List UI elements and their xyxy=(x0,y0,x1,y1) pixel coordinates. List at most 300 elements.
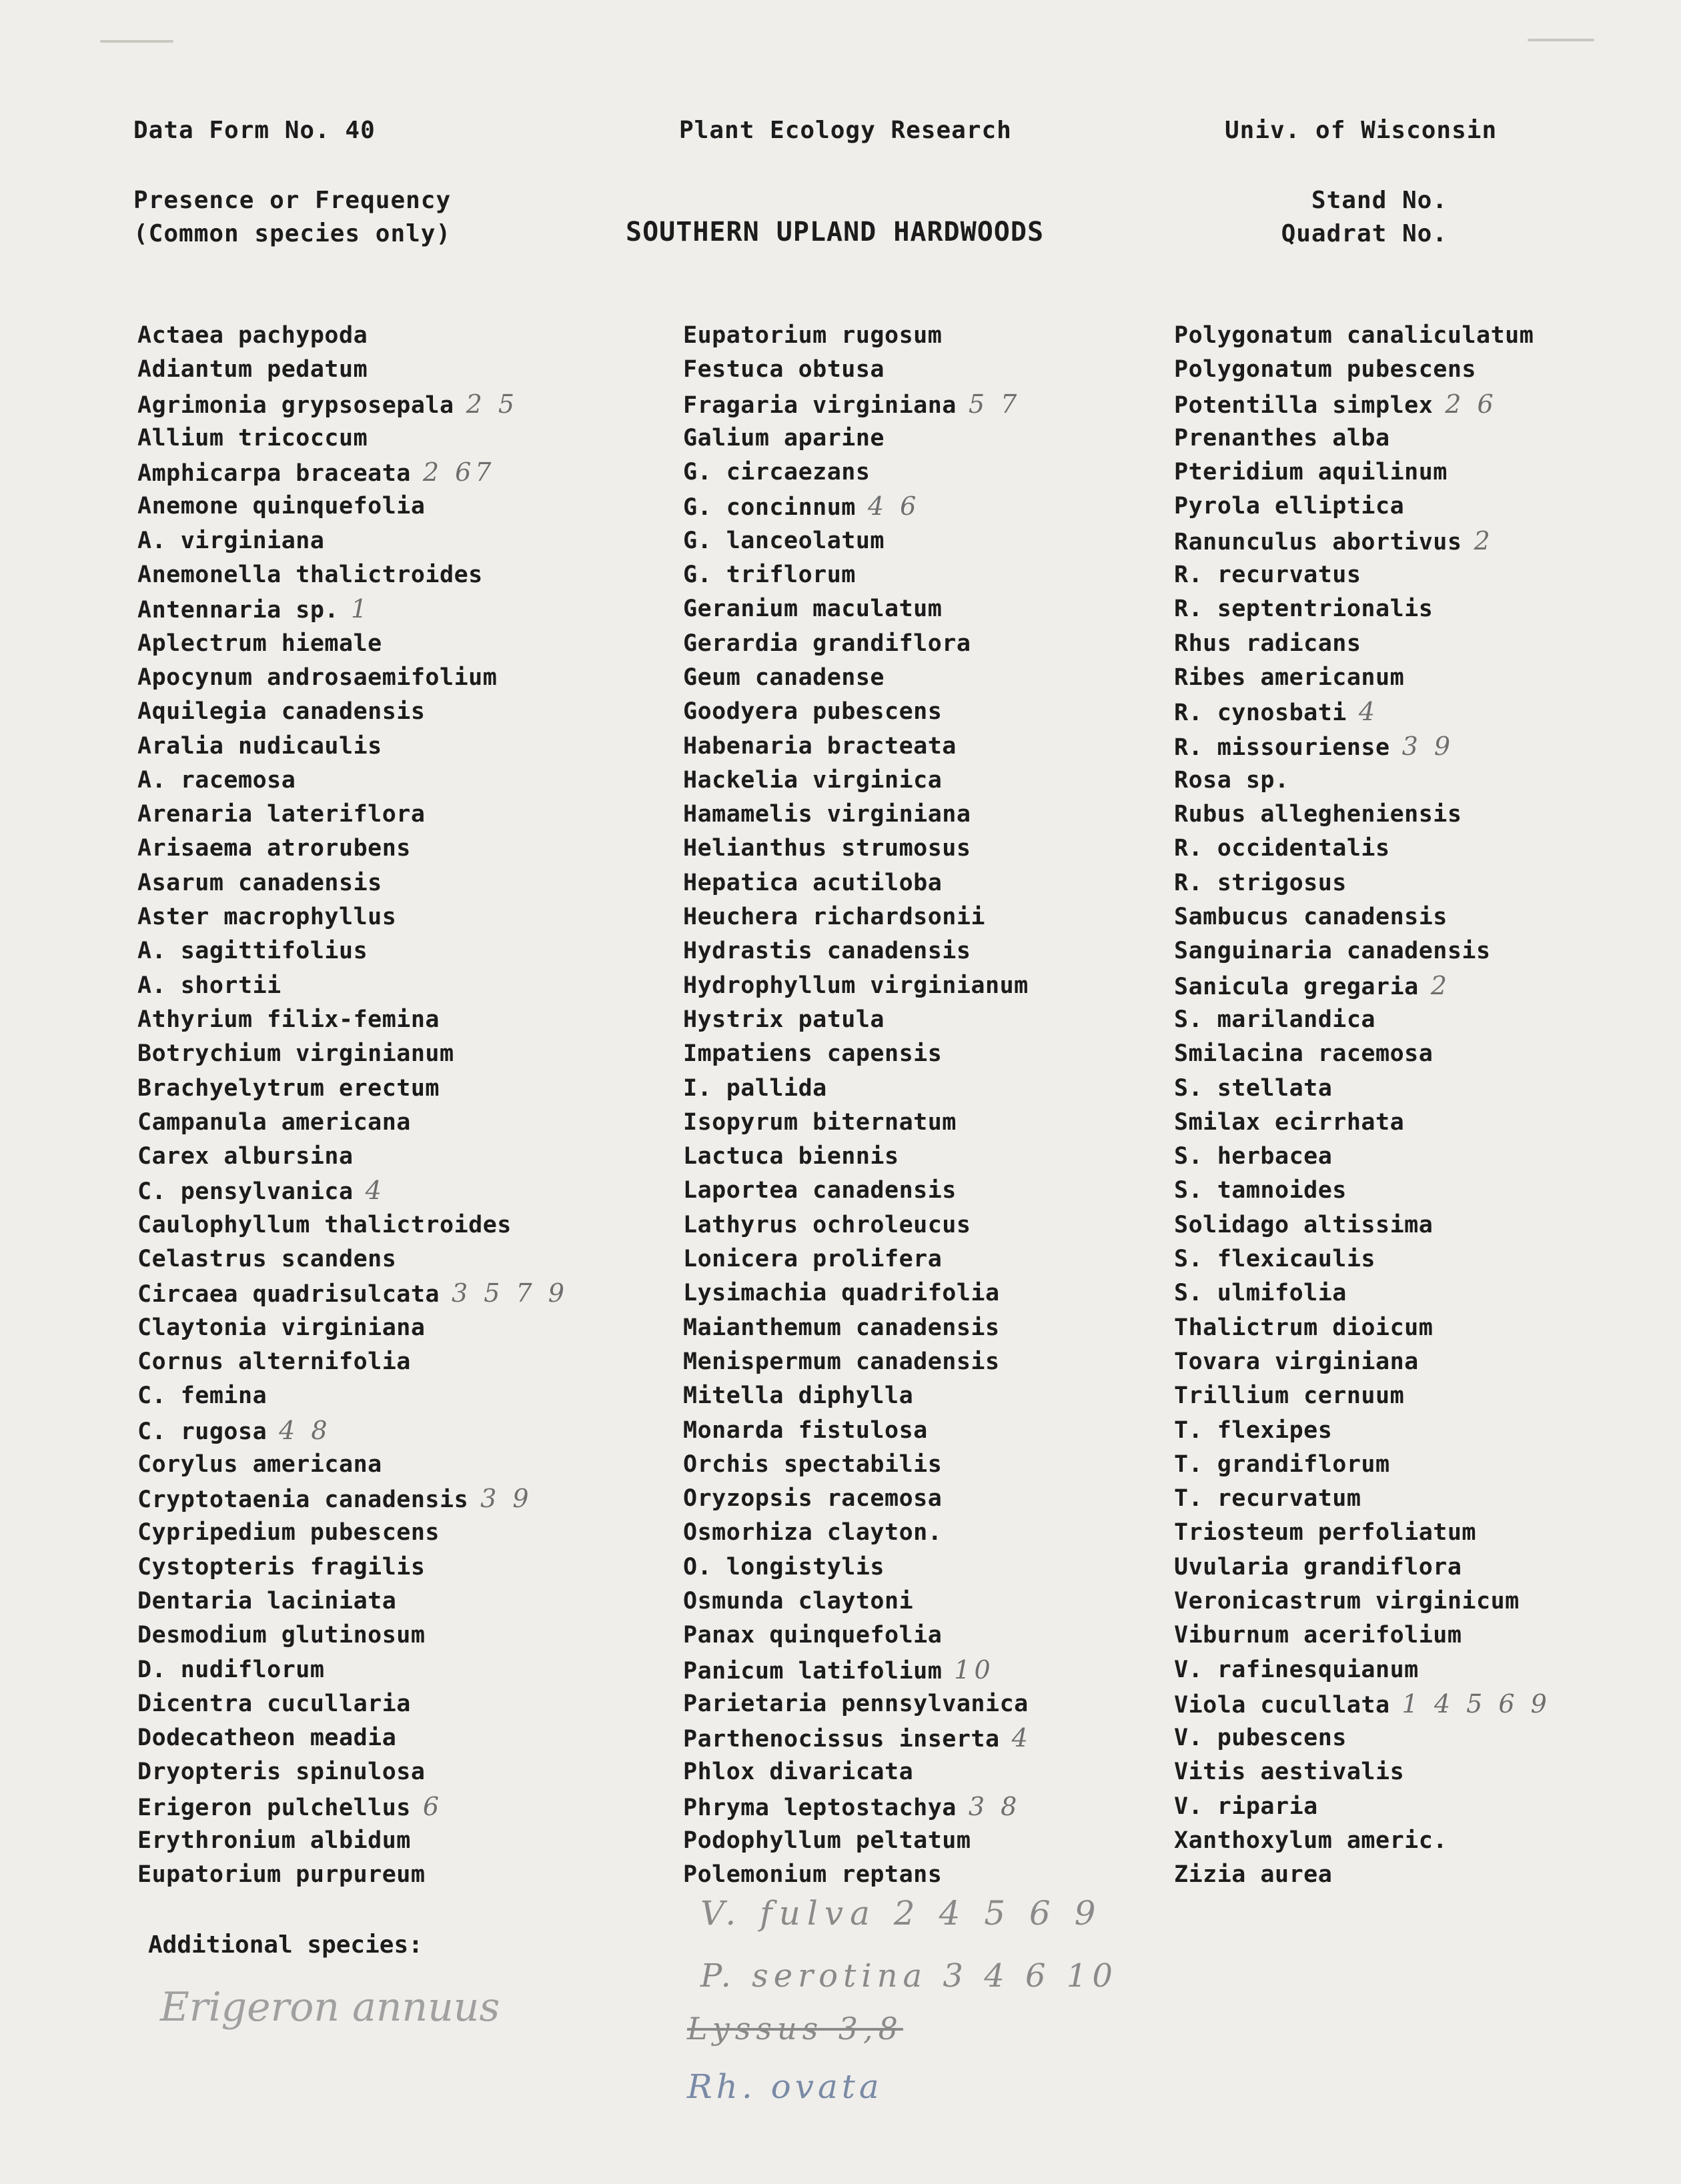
species-name: S. flexicaulis xyxy=(1174,1246,1376,1273)
species-item xyxy=(137,1448,568,1482)
species-item xyxy=(683,1276,1032,1310)
species-item xyxy=(137,1174,568,1208)
species-name: Goodyera pubescens xyxy=(683,698,943,726)
species-item xyxy=(683,455,1032,489)
species-item xyxy=(1174,1618,1551,1653)
species-item xyxy=(137,1687,568,1721)
species-name: Caulophyllum thalictroides xyxy=(137,1211,512,1238)
species-name: Aster macrophyllus xyxy=(137,904,397,931)
species-item xyxy=(683,1414,1032,1448)
species-name: Sanguinaria canadensis xyxy=(1174,938,1491,965)
species-name: C. femina xyxy=(137,1382,267,1410)
species-column-middle xyxy=(683,319,1032,1893)
species-name: S. marilandica xyxy=(1174,1006,1376,1033)
species-item xyxy=(137,661,568,695)
page-title: SOUTHERN UPLAND HARDWOODS xyxy=(626,217,1045,247)
species-item xyxy=(683,1037,1032,1071)
species-item xyxy=(683,1140,1032,1174)
species-item xyxy=(683,1106,1032,1140)
species-column-right xyxy=(1174,319,1551,1893)
species-item xyxy=(1174,1414,1551,1448)
species-item xyxy=(1174,1550,1551,1584)
species-item xyxy=(1174,1003,1551,1037)
species-name: Xanthoxylum americ. xyxy=(1174,1827,1448,1855)
species-item xyxy=(683,798,1032,832)
species-name: Claytonia virginiana xyxy=(137,1314,426,1341)
species-name: Erythronium albidum xyxy=(137,1827,411,1855)
handwritten-frequency-note: 2 6 xyxy=(1445,389,1498,419)
species-item xyxy=(683,730,1032,764)
species-name: Hystrix patula xyxy=(683,1006,885,1033)
handwritten-entry-1: V. fulva 2 4 5 6 9 xyxy=(700,1894,1103,1933)
species-name: S. stellata xyxy=(1174,1074,1333,1102)
species-item xyxy=(683,1584,1032,1618)
species-item xyxy=(137,455,568,489)
species-item xyxy=(683,524,1032,558)
species-name: T. grandiflorum xyxy=(1174,1450,1390,1478)
species-item xyxy=(683,1448,1032,1482)
species-name: Gerardia grandiflora xyxy=(683,630,971,657)
species-item xyxy=(137,1414,568,1448)
species-item xyxy=(137,866,568,900)
species-name: Cystopteris fragilis xyxy=(137,1553,426,1580)
species-item xyxy=(1174,832,1551,866)
species-item xyxy=(137,558,568,592)
species-name: D. nudiflorum xyxy=(137,1656,325,1683)
species-item xyxy=(1174,1755,1551,1789)
species-name: G. lanceolatum xyxy=(683,527,885,554)
species-item xyxy=(683,934,1032,968)
species-name: V. pubescens xyxy=(1174,1725,1347,1752)
species-item xyxy=(137,695,568,729)
species-item xyxy=(1174,1687,1551,1721)
species-name: Apocynum androsaemifolium xyxy=(137,664,498,691)
species-name: Phlox divaricata xyxy=(683,1759,914,1786)
paper-smudge xyxy=(1528,39,1594,41)
species-name: Antennaria sp. xyxy=(137,597,340,624)
species-item xyxy=(1174,455,1551,489)
species-item xyxy=(137,1790,568,1824)
species-item xyxy=(1174,695,1551,729)
handwritten-frequency-note: 3 5 7 9 xyxy=(452,1278,568,1308)
species-name: G. triflorum xyxy=(683,562,856,589)
species-item xyxy=(683,1755,1032,1789)
species-column-left xyxy=(137,319,568,1893)
species-name: Habenaria bracteata xyxy=(683,732,957,760)
species-name: Prenanthes alba xyxy=(1174,424,1390,451)
species-name: Geranium maculatum xyxy=(683,596,943,623)
species-name: Carex albursina xyxy=(137,1143,354,1170)
species-name: A. virginiana xyxy=(137,527,325,554)
species-name: Uvularia grandiflora xyxy=(1174,1553,1462,1580)
handwritten-additional-species: Erigeron annuus xyxy=(160,1984,500,2031)
species-item xyxy=(683,1345,1032,1379)
handwritten-frequency-note: 4 8 xyxy=(279,1415,332,1445)
species-item xyxy=(137,1516,568,1550)
species-item xyxy=(683,1174,1032,1208)
species-item xyxy=(137,421,568,455)
species-item xyxy=(1174,1824,1551,1858)
species-name: Campanula americana xyxy=(137,1108,411,1136)
species-name: Trillium cernuum xyxy=(1174,1382,1405,1410)
species-item xyxy=(137,934,568,968)
species-item xyxy=(137,1311,568,1345)
species-item xyxy=(1174,524,1551,558)
species-name: A. racemosa xyxy=(137,766,296,794)
species-item xyxy=(137,1345,568,1379)
species-name: Amphicarpa braceata xyxy=(137,460,411,487)
species-name: Panax quinquefolia xyxy=(683,1622,943,1649)
species-name: O. longistylis xyxy=(683,1553,885,1580)
species-item xyxy=(1174,421,1551,455)
species-name: Impatiens capensis xyxy=(683,1040,943,1068)
species-item xyxy=(137,387,568,421)
species-name: Monarda fistulosa xyxy=(683,1416,928,1444)
species-name: Parietaria pennsylvanica xyxy=(683,1690,1029,1717)
species-name: Solidago altissima xyxy=(1174,1211,1434,1238)
species-item xyxy=(1174,558,1551,592)
species-item xyxy=(137,627,568,661)
species-item xyxy=(683,421,1032,455)
species-item xyxy=(137,1550,568,1584)
species-name: Eupatorium purpureum xyxy=(137,1861,426,1889)
species-item xyxy=(137,524,568,558)
species-item xyxy=(1174,1448,1551,1482)
species-name: Anemone quinquefolia xyxy=(137,493,426,520)
species-item xyxy=(1174,353,1551,387)
species-item xyxy=(137,1584,568,1618)
species-item xyxy=(137,798,568,832)
species-name: T. recurvatum xyxy=(1174,1485,1361,1512)
handwritten-frequency-note: 4 xyxy=(1358,697,1379,727)
species-name: R. occidentalis xyxy=(1174,835,1390,862)
species-item xyxy=(137,489,568,523)
species-item xyxy=(683,695,1032,729)
species-name: Cypripedium pubescens xyxy=(137,1519,440,1546)
species-name: Lathyrus ochroleucus xyxy=(683,1211,971,1238)
species-name: Polygonatum canaliculatum xyxy=(1174,322,1534,349)
species-name: Vitis aestivalis xyxy=(1174,1759,1405,1786)
species-item xyxy=(137,1003,568,1037)
species-item xyxy=(137,1755,568,1789)
species-item xyxy=(1174,1653,1551,1687)
species-name: Lysimachia quadrifolia xyxy=(683,1280,1000,1307)
species-name: Arenaria lateriflora xyxy=(137,801,426,828)
species-name: Menispermum canadensis xyxy=(683,1348,1000,1375)
species-item xyxy=(137,730,568,764)
handwritten-frequency-note: 2 xyxy=(1430,970,1451,1000)
species-item xyxy=(1174,730,1551,764)
species-name: R. recurvatus xyxy=(1174,562,1361,589)
species-item xyxy=(683,764,1032,798)
species-name: Laportea canadensis xyxy=(683,1177,957,1204)
species-item xyxy=(683,1379,1032,1413)
species-name: Eupatorium rugosum xyxy=(683,322,943,349)
species-item xyxy=(1174,934,1551,968)
species-name: Geum canadense xyxy=(683,664,885,691)
species-name: Hydrastis canadensis xyxy=(683,938,971,965)
handwritten-frequency-note: 3 9 xyxy=(480,1484,533,1514)
handwritten-entry-3: Lyssus 3,8 xyxy=(687,2011,903,2047)
handwritten-frequency-note: 10 xyxy=(954,1655,995,1685)
species-name: Ranunculus abortivus xyxy=(1174,528,1462,556)
species-item xyxy=(137,1037,568,1071)
species-item xyxy=(137,592,568,626)
species-name: Dryopteris spinulosa xyxy=(137,1759,426,1786)
species-item xyxy=(1174,1379,1551,1413)
species-name: S. herbacea xyxy=(1174,1143,1333,1170)
species-name: Orchis spectabilis xyxy=(683,1450,943,1478)
species-item xyxy=(1174,387,1551,421)
species-name: Parthenocissus inserta xyxy=(683,1726,1000,1753)
species-name: Athyrium filix-femina xyxy=(137,1006,440,1033)
species-name: Hamamelis virginiana xyxy=(683,801,971,828)
species-item xyxy=(683,1072,1032,1106)
handwritten-frequency-note: 4 xyxy=(365,1176,386,1206)
species-name: Festuca obtusa xyxy=(683,356,885,383)
species-item xyxy=(137,1276,568,1310)
species-item xyxy=(1174,900,1551,934)
species-item xyxy=(1174,1516,1551,1550)
species-name: Fragaria virginiana xyxy=(683,391,957,419)
species-item xyxy=(1174,1790,1551,1824)
species-name: Thalictrum dioicum xyxy=(1174,1314,1434,1341)
species-item xyxy=(683,558,1032,592)
species-name: Actaea pachypoda xyxy=(137,322,368,349)
species-name: Desmodium glutinosum xyxy=(137,1622,426,1649)
species-item xyxy=(137,1824,568,1858)
handwritten-frequency-note: 2 xyxy=(1474,525,1494,556)
species-name: R. cynosbati xyxy=(1174,700,1347,727)
handwritten-frequency-note: 3 9 xyxy=(1402,731,1455,761)
species-name: Viburnum acerifolium xyxy=(1174,1622,1462,1649)
paper-smudge xyxy=(100,40,173,43)
species-item xyxy=(137,1482,568,1516)
species-name: G. concinnum xyxy=(683,494,856,521)
species-item xyxy=(137,1072,568,1106)
species-item xyxy=(1174,798,1551,832)
species-item xyxy=(683,1003,1032,1037)
species-name: Mitella diphylla xyxy=(683,1382,914,1410)
species-item xyxy=(137,832,568,866)
handwritten-frequency-note: 2 5 xyxy=(466,389,519,419)
species-item xyxy=(683,866,1032,900)
species-name: Anemonella thalictroides xyxy=(137,562,483,589)
species-name: Agrimonia grypsosepala xyxy=(137,391,454,419)
species-item xyxy=(137,353,568,387)
species-name: Rhus radicans xyxy=(1174,630,1361,657)
species-item xyxy=(137,1858,568,1892)
species-item xyxy=(683,353,1032,387)
handwritten-entry-4: Rh. ovata xyxy=(687,2067,883,2106)
species-item xyxy=(1174,1242,1551,1276)
species-item xyxy=(1174,1311,1551,1345)
species-name: V. rafinesquianum xyxy=(1174,1656,1419,1683)
species-name: Helianthus strumosus xyxy=(683,835,971,862)
species-item xyxy=(1174,1037,1551,1071)
species-name: Oryzopsis racemosa xyxy=(683,1485,943,1512)
species-item xyxy=(1174,1072,1551,1106)
species-item xyxy=(683,1550,1032,1584)
species-name: S. ulmifolia xyxy=(1174,1280,1347,1307)
species-name: Polemonium reptans xyxy=(683,1861,943,1889)
species-item xyxy=(1174,1106,1551,1140)
species-name: Isopyrum biternatum xyxy=(683,1108,957,1136)
species-item xyxy=(1174,627,1551,661)
handwritten-frequency-note: 1 xyxy=(351,594,372,624)
species-name: V. riparia xyxy=(1174,1793,1318,1820)
additional-species-label: Additional species: xyxy=(148,1931,423,1959)
species-item xyxy=(137,969,568,1003)
species-item xyxy=(683,1721,1032,1755)
species-name: Rosa sp. xyxy=(1174,766,1289,794)
presence-line-1: Presence or Frequency xyxy=(133,187,452,214)
quadrat-number: Quadrat No. xyxy=(1281,220,1448,247)
species-name: R. strigosus xyxy=(1174,869,1347,896)
species-name: Tovara virginiana xyxy=(1174,1348,1419,1375)
handwritten-frequency-note: 5 7 xyxy=(968,389,1021,419)
species-name: Asarum canadensis xyxy=(137,869,382,896)
species-name: Dicentra cucullaria xyxy=(137,1690,411,1717)
species-item xyxy=(1174,661,1551,695)
species-name: Smilax ecirrhata xyxy=(1174,1108,1405,1136)
species-name: Veronicastrum virginicum xyxy=(1174,1587,1520,1614)
species-name: G. circaezans xyxy=(683,459,871,486)
species-item xyxy=(1174,1140,1551,1174)
species-name: Panicum latifolium xyxy=(683,1657,943,1685)
species-item xyxy=(137,1653,568,1687)
species-name: Pteridium aquilinum xyxy=(1174,459,1448,486)
species-name: Erigeron pulchellus xyxy=(137,1794,411,1821)
species-name: Cornus alternifolia xyxy=(137,1348,411,1375)
species-name: Hackelia virginica xyxy=(683,766,943,794)
species-name: Podophyllum peltatum xyxy=(683,1827,971,1855)
handwritten-entry-2: P. serotina 3 4 6 10 xyxy=(700,1957,1118,1995)
species-name: Adiantum pedatum xyxy=(137,356,368,383)
species-name: Smilacina racemosa xyxy=(1174,1040,1434,1068)
handwritten-frequency-note: 4 xyxy=(1011,1723,1032,1753)
species-item xyxy=(1174,1208,1551,1242)
species-name: Heuchera richardsonii xyxy=(683,904,986,931)
species-name: Dentaria laciniata xyxy=(137,1587,397,1614)
species-name: Arisaema atrorubens xyxy=(137,835,411,862)
handwritten-frequency-note: 1 4 5 6 9 xyxy=(1402,1689,1551,1719)
species-item xyxy=(137,1242,568,1276)
species-name: Polygonatum pubescens xyxy=(1174,356,1477,383)
species-item xyxy=(1174,592,1551,626)
species-name: Pyrola elliptica xyxy=(1174,493,1405,520)
species-name: Phryma leptostachya xyxy=(683,1794,957,1821)
handwritten-frequency-note: 3 8 xyxy=(968,1791,1021,1821)
species-item xyxy=(1174,1276,1551,1310)
species-name: Sanicula gregaria xyxy=(1174,973,1419,1000)
handwritten-frequency-note: 2 67 xyxy=(422,457,496,487)
species-item xyxy=(1174,764,1551,798)
species-name: Ribes americanum xyxy=(1174,664,1405,691)
species-name: S. tamnoides xyxy=(1174,1177,1347,1204)
handwritten-frequency-note: 6 xyxy=(422,1791,444,1821)
species-name: Dodecatheon meadia xyxy=(137,1725,397,1752)
species-name: Osmorhiza clayton. xyxy=(683,1519,943,1546)
species-name: I. pallida xyxy=(683,1074,827,1102)
species-name: A. sagittifolius xyxy=(137,938,368,965)
species-item xyxy=(683,900,1032,934)
species-item xyxy=(683,1653,1032,1687)
species-item xyxy=(137,1106,568,1140)
species-item xyxy=(1174,1721,1551,1755)
species-name: Zizia aurea xyxy=(1174,1861,1333,1889)
species-item xyxy=(683,1242,1032,1276)
species-name: A. shortii xyxy=(137,972,282,999)
species-item xyxy=(1174,1584,1551,1618)
species-name: Cryptotaenia canadensis xyxy=(137,1486,469,1514)
species-name: Brachyelytrum erectum xyxy=(137,1074,440,1102)
species-item xyxy=(1174,1858,1551,1892)
species-name: Hepatica acutiloba xyxy=(683,869,943,896)
species-item xyxy=(137,1140,568,1174)
species-name: Aquilegia canadensis xyxy=(137,698,426,726)
species-name: Galium aparine xyxy=(683,424,885,451)
organization: Plant Ecology Research xyxy=(679,117,1012,144)
species-name: Viola cucullata xyxy=(1174,1691,1390,1719)
species-item xyxy=(683,1824,1032,1858)
species-name: Maianthemum canadensis xyxy=(683,1314,1000,1341)
species-item xyxy=(137,1721,568,1755)
species-item xyxy=(1174,319,1551,353)
species-item xyxy=(683,1790,1032,1824)
handwritten-frequency-note: 4 6 xyxy=(867,491,921,521)
species-item xyxy=(683,387,1032,421)
species-item xyxy=(683,489,1032,523)
species-name: R. septentrionalis xyxy=(1174,596,1434,623)
species-item xyxy=(683,969,1032,1003)
species-name: Potentilla simplex xyxy=(1174,391,1434,419)
presence-line-2: (Common species only) xyxy=(133,220,452,247)
species-name: Rubus allegheniensis xyxy=(1174,801,1462,828)
species-item xyxy=(137,319,568,353)
species-name: Sambucus canadensis xyxy=(1174,904,1448,931)
species-item xyxy=(683,1311,1032,1345)
species-item xyxy=(1174,969,1551,1003)
species-name: Hydrophyllum virginianum xyxy=(683,972,1029,999)
species-item xyxy=(683,661,1032,695)
species-item xyxy=(683,1482,1032,1516)
species-item xyxy=(137,1379,568,1413)
species-item xyxy=(1174,489,1551,523)
species-name: Osmunda claytoni xyxy=(683,1587,914,1614)
species-item xyxy=(683,1208,1032,1242)
species-item xyxy=(1174,1482,1551,1516)
species-name: R. missouriense xyxy=(1174,734,1390,761)
species-item xyxy=(1174,1345,1551,1379)
species-item xyxy=(683,319,1032,353)
species-name: Botrychium virginianum xyxy=(137,1040,454,1068)
species-item xyxy=(683,832,1032,866)
species-item xyxy=(1174,1174,1551,1208)
species-name: Lonicera prolifera xyxy=(683,1246,943,1273)
species-item xyxy=(683,1687,1032,1721)
stand-number: Stand No. xyxy=(1311,187,1448,214)
form-number: Data Form No. 40 xyxy=(133,117,376,144)
species-name: C. pensylvanica xyxy=(137,1178,354,1206)
species-name: T. flexipes xyxy=(1174,1416,1333,1444)
university: Univ. of Wisconsin xyxy=(1225,117,1498,144)
species-item xyxy=(683,1516,1032,1550)
species-item xyxy=(137,764,568,798)
species-item xyxy=(137,900,568,934)
species-name: Lactuca biennis xyxy=(683,1143,899,1170)
species-item xyxy=(683,592,1032,626)
